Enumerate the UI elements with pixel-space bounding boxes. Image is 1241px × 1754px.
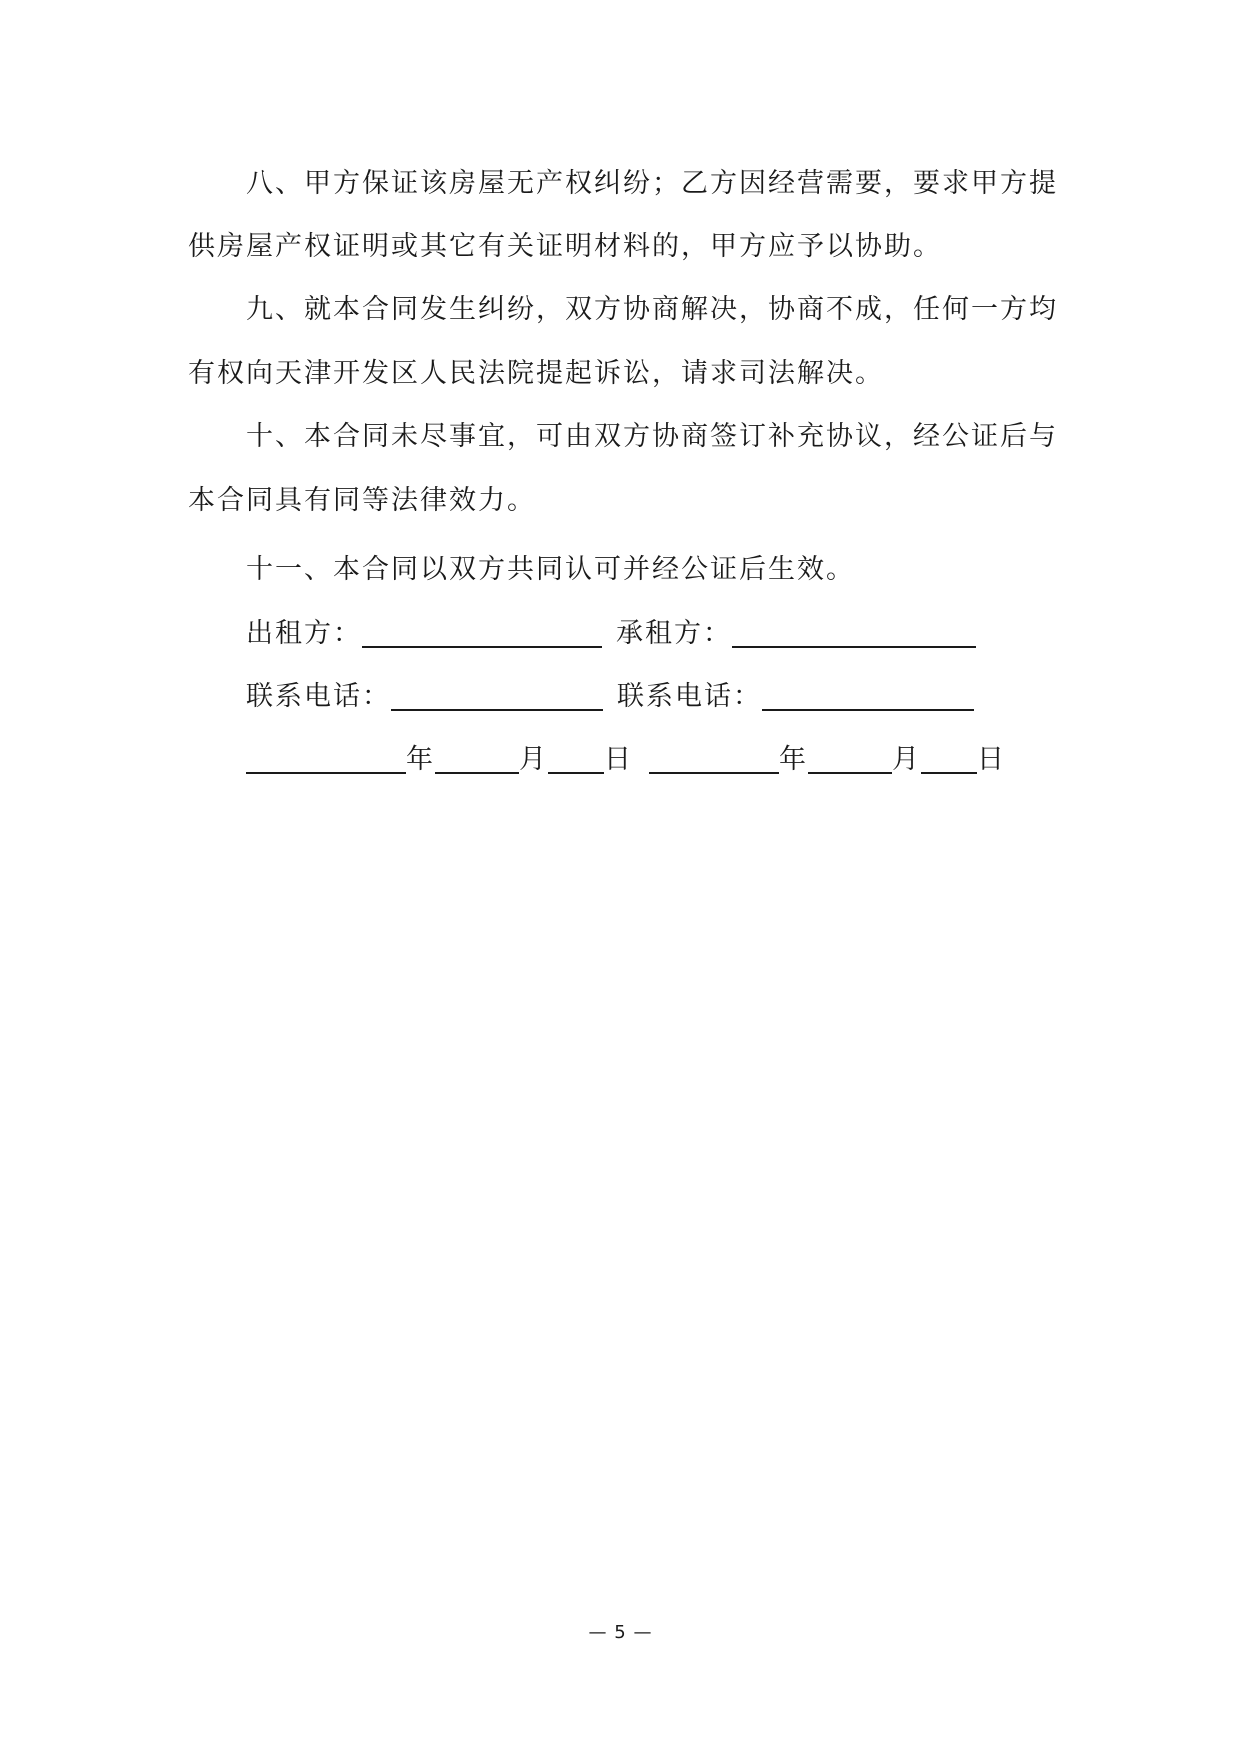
page-number: — 5 — <box>588 1622 653 1643</box>
lessee-label: 承租方： <box>616 618 732 649</box>
clause-10-line-1: 十、本合同未尽事宜，可由双方协商签订补充协议，经公证后与 <box>246 421 1058 452</box>
lessee-year-label: 年 <box>779 744 808 775</box>
signature-phone-row <box>246 683 974 711</box>
lessee-phone-label: 联系电话： <box>617 681 762 712</box>
lessee-blank[interactable] <box>732 620 976 648</box>
clause-8-line-2: 供房屋产权证明或其它有关证明材料的，甲方应予以协助。 <box>188 231 942 262</box>
lessor-label: 出租方： <box>246 618 362 649</box>
signature-date-row <box>246 746 1006 774</box>
lessor-year-blank[interactable] <box>246 746 406 774</box>
lessor-year-label: 年 <box>406 744 435 775</box>
lessee-phone-blank[interactable] <box>762 683 974 711</box>
lessor-phone-label: 联系电话： <box>246 681 391 712</box>
lessor-month-label: 月 <box>519 744 548 775</box>
signature-party-row <box>246 620 976 648</box>
lessor-day-blank[interactable] <box>548 746 604 774</box>
clause-11-line-1: 十一、本合同以双方共同认可并经公证后生效。 <box>246 554 855 585</box>
lessee-day-label: 日 <box>977 744 1006 775</box>
lessor-month-blank[interactable] <box>435 746 519 774</box>
lessor-phone-blank[interactable] <box>391 683 603 711</box>
lessor-blank[interactable] <box>362 620 602 648</box>
clause-9-line-1: 九、就本合同发生纠纷，双方协商解决，协商不成，任何一方均 <box>246 294 1058 325</box>
clause-8-line-1: 八、甲方保证该房屋无产权纠纷；乙方因经营需要，要求甲方提 <box>246 168 1058 199</box>
clause-9-line-2: 有权向天津开发区人民法院提起诉讼，请求司法解决。 <box>188 358 884 389</box>
lessee-year-blank[interactable] <box>649 746 779 774</box>
lessee-month-blank[interactable] <box>808 746 892 774</box>
clause-10-line-2: 本合同具有同等法律效力。 <box>188 485 536 516</box>
lessee-day-blank[interactable] <box>921 746 977 774</box>
lessee-month-label: 月 <box>892 744 921 775</box>
lessor-day-label: 日 <box>604 744 633 775</box>
